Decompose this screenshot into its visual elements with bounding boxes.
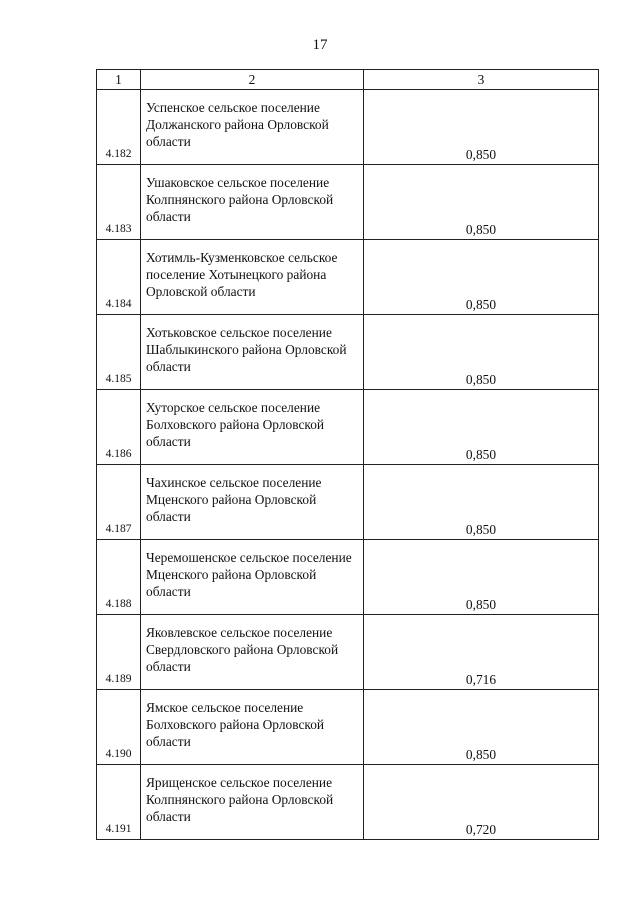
- table-row: [97, 165, 599, 240]
- row-number: 4.190: [97, 690, 141, 765]
- table-row: [97, 465, 599, 540]
- column-header-2: 2: [141, 70, 364, 90]
- table-row: [97, 690, 599, 765]
- table-row: [97, 390, 599, 465]
- settlement-name-text: Хуторское сельское поселение Болховского района Орловской области: [146, 400, 325, 449]
- settlement-name-text: Яковлевское сельское поселение Свердловского района Орловской области: [146, 625, 339, 674]
- settlement-name: [141, 765, 364, 840]
- settlement-name: [141, 465, 364, 540]
- coefficient-value: 0,850: [364, 315, 599, 390]
- settlement-name-text: Черемошенское сельское поселение Мценского района Орловской области: [146, 550, 352, 599]
- row-number: 4.183: [97, 165, 141, 240]
- settlement-name: [141, 540, 364, 615]
- table-row: [97, 90, 599, 165]
- table-row: [97, 540, 599, 615]
- coefficient-value: 0,850: [364, 165, 599, 240]
- coefficient-value: 0,850: [364, 540, 599, 615]
- settlement-name-text: Ушаковское сельское поселение Колпнянского района Орловской области: [146, 175, 334, 224]
- coefficient-value: 0,850: [364, 240, 599, 315]
- settlement-name: [141, 90, 364, 165]
- coefficient-value: 0,720: [364, 765, 599, 840]
- table-row: [97, 615, 599, 690]
- row-number: 4.186: [97, 390, 141, 465]
- column-header-1: 1: [97, 70, 141, 90]
- settlement-name: [141, 315, 364, 390]
- settlement-name-text: Хотимль-Кузменковское сельское поселение Хотынецкого района Орловской области: [146, 250, 338, 299]
- table-row: [97, 765, 599, 840]
- settlement-name: [141, 165, 364, 240]
- table-row: [97, 240, 599, 315]
- settlement-name: [141, 390, 364, 465]
- coefficient-value: 0,716: [364, 615, 599, 690]
- coefficient-value: 0,850: [364, 465, 599, 540]
- row-number: 4.189: [97, 615, 141, 690]
- settlement-name-text: Успенское сельское поселение Должанского района Орловской области: [146, 100, 329, 149]
- row-number: 4.187: [97, 465, 141, 540]
- row-number: 4.188: [97, 540, 141, 615]
- row-number: 4.185: [97, 315, 141, 390]
- settlement-name: [141, 690, 364, 765]
- settlement-name: [141, 615, 364, 690]
- coefficient-value: 0,850: [364, 690, 599, 765]
- column-header-3: 3: [364, 70, 599, 90]
- row-number: 4.184: [97, 240, 141, 315]
- page-number: 17: [312, 37, 328, 53]
- table-row: [97, 315, 599, 390]
- table-header-row: [97, 70, 599, 90]
- data-table: [96, 69, 599, 840]
- coefficient-value: 0,850: [364, 390, 599, 465]
- settlement-name-text: Ярищенское сельское поселение Колпнянского района Орловской области: [146, 775, 334, 824]
- settlement-name-text: Чахинское сельское поселение Мценского района Орловской области: [146, 475, 322, 524]
- row-number: 4.191: [97, 765, 141, 840]
- settlement-name-text: Ямское сельское поселение Болховского района Орловской области: [146, 700, 325, 749]
- settlement-name-text: Хотьковское сельское поселение Шаблыкинского района Орловской области: [146, 325, 347, 374]
- coefficient-value: 0,850: [364, 90, 599, 165]
- settlement-name: [141, 240, 364, 315]
- row-number: 4.182: [97, 90, 141, 165]
